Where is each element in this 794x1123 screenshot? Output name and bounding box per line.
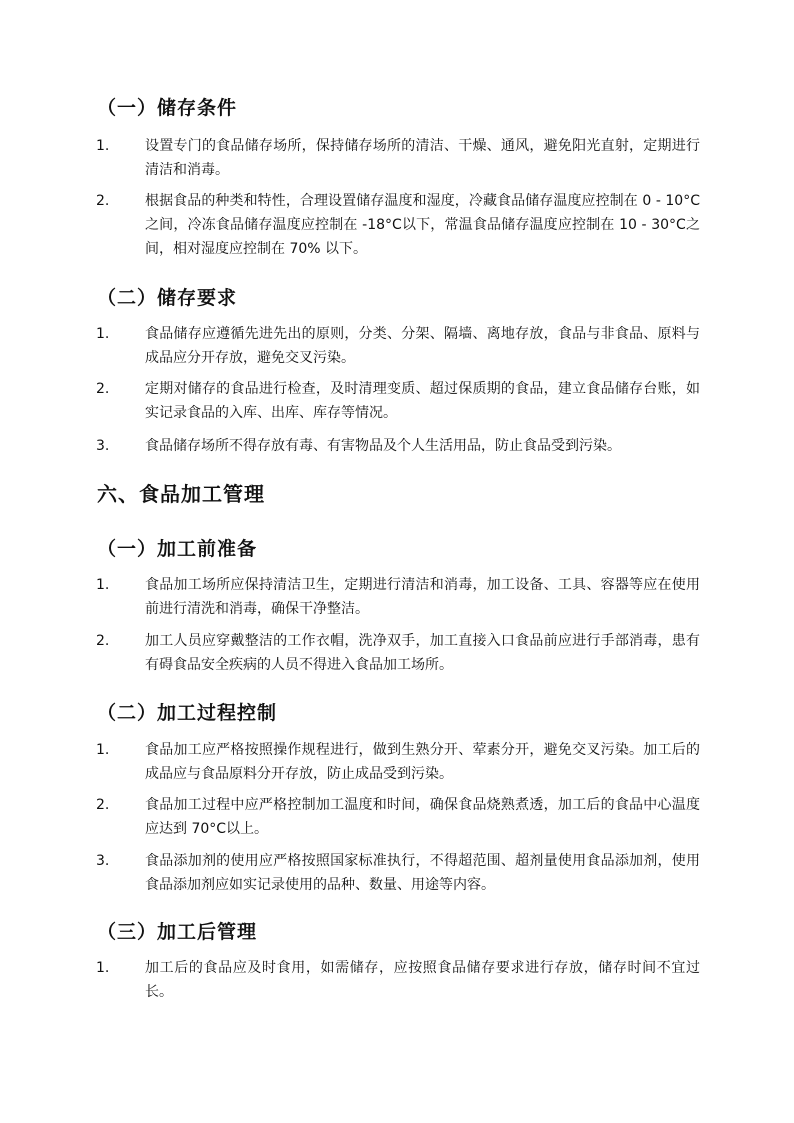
section-heading-post-processing: （三）加工后管理 (97, 921, 258, 943)
list-text: 食品加工应严格按照操作规程进行，做到生熟分开、荤素分开，避免交叉污染。加工后的成品应与食品原料分开存放，防止成品受到污染。 (145, 742, 700, 782)
list-number: 1. (96, 960, 110, 976)
list-text: 根据食品的种类和特性，合理设置储存温度和湿度，冷藏食品储存温度应控制在 0 - 10°C之间，冷冻食品储存温度应控制在 -18°C以下，常温食品储存温度应控制在 10 - 30°C之间，相对湿度应控制在 70% 以下。 (145, 193, 700, 257)
list-text: 食品加工过程中应严格控制加工温度和时间，确保食品烧熟煮透，加工后的食品中心温度应达到 70°C以上。 (145, 797, 700, 837)
section-heading-pre-processing: （一）加工前准备 (97, 538, 258, 560)
list-text: 食品添加剂的使用应严格按照国家标准执行，不得超范围、超剂量使用食品添加剂，使用食品添加剂应如实记录使用的品种、数量、用途等内容。 (145, 853, 700, 893)
list-text: 设置专门的食品储存场所，保持储存场所的清洁、干燥、通风，避免阳光直射，定期进行清洁和消毒。 (145, 138, 700, 178)
list-text: 定期对储存的食品进行检查，及时清理变质、超过保质期的食品，建立食品储存台账，如实记录食品的入库、出库、库存等情况。 (145, 381, 700, 421)
list-number: 3. (96, 853, 110, 869)
list-number: 1. (96, 577, 110, 593)
list-number: 1. (96, 742, 110, 758)
list-text: 食品加工场所应保持清洁卫生，定期进行清洁和消毒，加工设备、工具、容器等应在使用前进行清洗和消毒，确保干净整洁。 (145, 577, 700, 617)
list-number: 1. (96, 138, 110, 154)
list-text: 食品储存应遵循先进先出的原则，分类、分架、隔墙、离地存放，食品与非食品、原料与成品应分开存放，避免交叉污染。 (145, 326, 700, 366)
section-heading-process-control: （二）加工过程控制 (97, 702, 278, 724)
list-number: 2. (96, 797, 110, 813)
chapter-heading-food-processing: 六、食品加工管理 (97, 482, 265, 506)
list-number: 2. (96, 193, 110, 209)
list-number: 2. (96, 381, 110, 397)
list-number: 1. (96, 326, 110, 342)
section-heading-storage-conditions: （一）储存条件 (97, 97, 238, 119)
list-text: 食品储存场所不得存放有毒、有害物品及个人生活用品，防止食品受到污染。 (145, 438, 621, 454)
list-number: 2. (96, 633, 110, 649)
list-text: 加工人员应穿戴整洁的工作衣帽，洗净双手，加工直接入口食品前应进行手部消毒，患有有碍食品安全疾病的人员不得进入食品加工场所。 (145, 633, 700, 673)
section-heading-storage-requirements: （二）储存要求 (97, 287, 238, 309)
list-number: 3. (96, 438, 110, 454)
list-text: 加工后的食品应及时食用，如需储存，应按照食品储存要求进行存放，储存时间不宜过长。 (145, 960, 700, 1000)
